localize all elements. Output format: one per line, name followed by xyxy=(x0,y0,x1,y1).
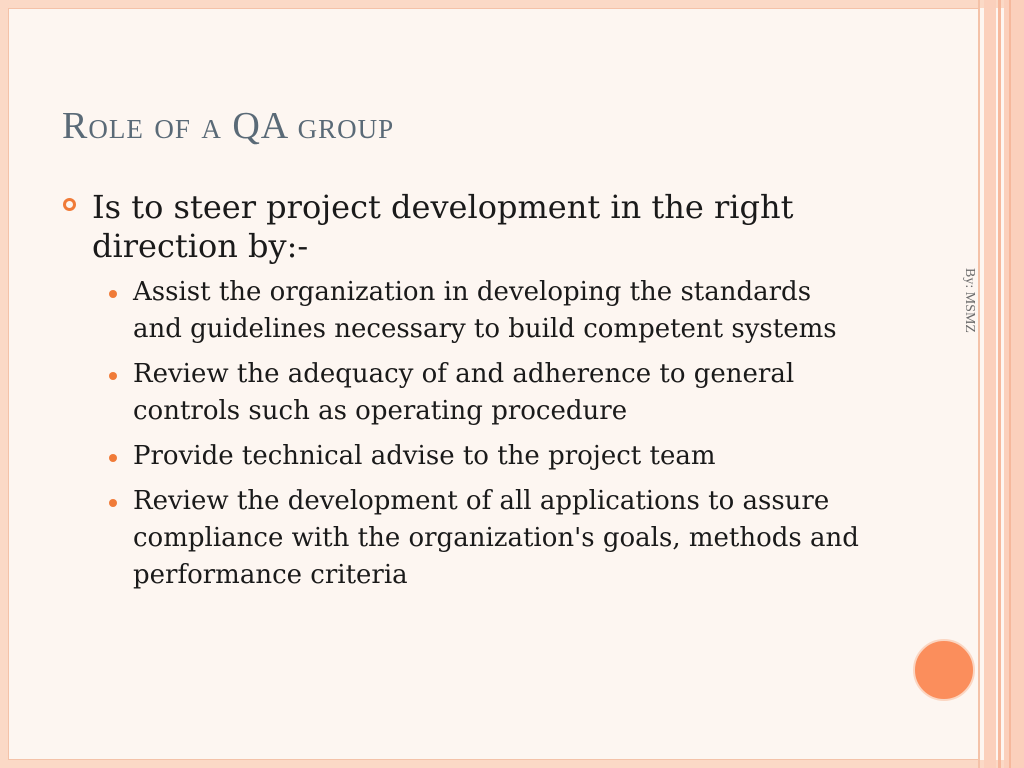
ring-bullet-icon xyxy=(63,198,76,211)
inner-border-top xyxy=(8,8,978,9)
sub-bullet-text: Review the development of all applications to assure compliance with the organization's goals, methods and performance criteria xyxy=(133,486,859,590)
right-stripe-5 xyxy=(1009,0,1011,768)
slide-title: Role of a QA group xyxy=(62,105,395,147)
dot-bullet-icon xyxy=(109,290,117,298)
main-bullet-text: Is to steer project development in the right direction by:- xyxy=(92,188,794,265)
sub-bullet-item xyxy=(104,438,862,475)
frame-left xyxy=(0,0,8,768)
decorative-circle xyxy=(913,639,975,701)
sub-bullet-text: Review the adequacy of and adherence to general controls such as operating procedure xyxy=(133,359,795,426)
right-stripe-3 xyxy=(998,0,1001,768)
sub-bullet-list xyxy=(104,274,862,594)
sub-bullet-item xyxy=(104,483,862,594)
main-bullet xyxy=(62,188,862,266)
frame-bottom xyxy=(0,760,1024,768)
dot-bullet-icon xyxy=(109,454,117,462)
right-stripe-2 xyxy=(984,0,996,768)
frame-top xyxy=(0,0,1024,8)
inner-border-bottom xyxy=(8,759,978,760)
sub-bullet-text: Provide technical advise to the project team xyxy=(133,441,716,471)
sub-bullet-item xyxy=(104,274,862,348)
right-stripe-4 xyxy=(1004,0,1024,768)
dot-bullet-icon xyxy=(109,372,117,380)
author-label: By: MSMZ xyxy=(962,268,977,333)
inner-border-left xyxy=(8,8,9,760)
sub-bullet-text: Assist the organization in developing the standards and guidelines necessary to build competent systems xyxy=(133,277,837,344)
slide-content xyxy=(62,188,862,602)
sub-bullet-item xyxy=(104,356,862,430)
right-stripe-1 xyxy=(978,0,980,768)
dot-bullet-icon xyxy=(109,499,117,507)
